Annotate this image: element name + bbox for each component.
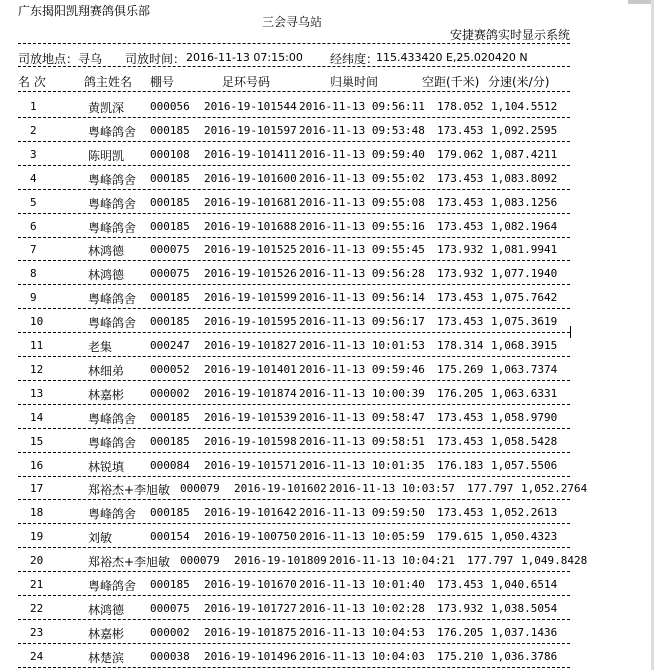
cell-speed: 1,052.2613	[491, 506, 558, 520]
cell-owner: 粤峰鸽舍	[88, 435, 137, 450]
cell-owner: 老集	[88, 340, 113, 354]
cell-distance: 179.062	[437, 147, 484, 161]
cell-ring: 2016-19-101670	[204, 578, 297, 591]
table-row	[0, 214, 654, 238]
cell-owner: 粤峰鸽舍	[88, 579, 137, 593]
cell-speed: 1,057.5506	[491, 458, 558, 472]
divider	[18, 66, 570, 67]
cell-rank: 8	[30, 267, 37, 281]
cell-rank: 11	[30, 339, 44, 352]
cell-owner: 粤峰鸽舍	[88, 316, 137, 331]
cell-loft: 000185	[150, 315, 190, 329]
cell-loft: 000108	[150, 147, 190, 161]
cell-distance: 173.932	[437, 243, 484, 257]
cell-rank: 13	[30, 386, 44, 400]
cell-owner: 粤峰鸽舍	[88, 220, 137, 235]
cell-arrival: 2016-11-13 10:01:53	[299, 339, 425, 352]
cell-owner: 林鸿德	[88, 602, 125, 617]
system-name: 安捷赛鸽实时显示系统	[450, 28, 571, 42]
cell-distance: 173.453	[437, 315, 484, 329]
cell-loft: 000154	[150, 530, 190, 544]
cell-loft: 000084	[150, 458, 190, 472]
cell-ring: 2016-19-101688	[204, 219, 297, 233]
cell-arrival: 2016-11-13 09:55:02	[299, 171, 425, 185]
cell-ring: 2016-19-101599	[204, 291, 297, 305]
col-header-ring: 足环号码	[222, 75, 271, 89]
cell-speed: 1,075.3619	[491, 315, 558, 329]
cell-ring: 2016-19-101496	[204, 649, 297, 663]
cell-ring: 2016-19-101602	[234, 482, 327, 496]
cell-loft: 000247	[150, 339, 190, 352]
cell-speed: 1,058.5428	[491, 434, 558, 448]
table-row	[0, 429, 654, 453]
table-row	[0, 620, 654, 644]
cell-ring: 2016-19-101809	[234, 554, 327, 568]
cell-ring: 2016-19-101411	[204, 147, 297, 161]
cell-arrival: 2016-11-13 09:58:51	[299, 434, 425, 448]
cell-distance: 173.453	[437, 291, 484, 305]
cell-rank: 23	[30, 625, 44, 639]
table-row	[0, 142, 654, 166]
table-row	[0, 596, 654, 620]
table-row	[0, 476, 654, 500]
cell-arrival: 2016-11-13 10:04:53	[299, 625, 425, 639]
cell-rank: 7	[30, 243, 37, 257]
cell-distance: 176.183	[437, 458, 484, 472]
cell-ring: 2016-19-101595	[204, 315, 297, 329]
cell-speed: 1,049.8428	[521, 554, 588, 568]
cell-distance: 173.453	[437, 123, 484, 137]
cell-distance: 178.314	[437, 339, 484, 352]
col-header-owner: 鸽主姓名	[84, 75, 133, 89]
cell-loft: 000056	[150, 100, 190, 113]
cell-ring: 2016-19-101827	[204, 339, 297, 352]
cell-rank: 21	[30, 578, 44, 591]
cell-rank: 10	[30, 315, 44, 329]
cell-rank: 14	[30, 410, 44, 424]
cell-speed: 1,087.4211	[491, 147, 558, 161]
cell-arrival: 2016-11-13 09:59:46	[299, 362, 425, 376]
cell-rank: 15	[30, 434, 44, 448]
cell-arrival: 2016-11-13 09:55:16	[299, 219, 425, 233]
release-time: 2016-11-13 07:15:00	[186, 51, 303, 64]
cell-ring: 2016-19-101874	[204, 386, 297, 400]
cell-speed: 1,063.7374	[491, 362, 558, 376]
cell-rank: 24	[30, 649, 44, 663]
cell-owner: 郑裕杰+李旭敏	[88, 555, 171, 570]
club-name: 广东揭阳凯翔赛鸽俱乐部	[18, 4, 151, 18]
cell-owner: 刘敏	[88, 531, 113, 546]
cell-rank: 3	[30, 147, 37, 161]
cell-owner: 林细弟	[88, 363, 125, 378]
cell-rank: 17	[30, 482, 44, 496]
cell-arrival: 2016-11-13 10:05:59	[299, 530, 425, 544]
cell-loft: 000185	[150, 578, 190, 591]
coords-label: 经纬度：	[330, 52, 379, 66]
cell-owner: 林鸿德	[88, 268, 125, 283]
cell-rank: 18	[30, 506, 44, 520]
row-divider	[18, 667, 570, 668]
table-row	[0, 524, 654, 548]
cell-speed: 1,037.1436	[491, 625, 558, 639]
table-row	[0, 548, 654, 572]
cell-arrival: 2016-11-13 10:03:57	[329, 482, 455, 496]
cell-owner: 粤峰鸽舍	[88, 292, 137, 307]
cell-owner: 林鸿德	[88, 244, 125, 259]
cell-rank: 6	[30, 219, 37, 233]
cell-arrival: 2016-11-13 09:59:50	[299, 506, 425, 520]
table-row	[0, 405, 654, 429]
table-row	[0, 453, 654, 477]
cell-speed: 1,104.5512	[491, 100, 558, 113]
cell-loft: 000185	[150, 219, 190, 233]
table-row	[0, 572, 654, 596]
cell-distance: 179.615	[437, 530, 484, 544]
col-header-rank: 名 次	[18, 75, 46, 89]
divider	[18, 91, 570, 92]
cell-speed: 1,063.6331	[491, 386, 558, 400]
release-place-label: 司放地点：	[18, 52, 79, 66]
cell-arrival: 2016-11-13 09:58:47	[299, 410, 425, 424]
table-row	[0, 644, 654, 668]
cell-distance: 173.453	[437, 171, 484, 185]
cell-speed: 1,040.6514	[491, 578, 558, 591]
cell-loft: 000185	[150, 506, 190, 520]
cell-ring: 2016-19-101597	[204, 123, 297, 137]
cell-rank: 12	[30, 362, 44, 376]
cell-arrival: 2016-11-13 09:55:08	[299, 195, 425, 209]
cell-owner: 粤峰鸽舍	[88, 507, 137, 522]
cell-loft: 000075	[150, 267, 190, 281]
cell-owner: 粤峰鸽舍	[88, 196, 137, 211]
cell-arrival: 2016-11-13 09:55:45	[299, 243, 425, 257]
cell-distance: 175.210	[437, 649, 484, 663]
cell-speed: 1,052.2764	[521, 482, 588, 496]
cell-loft: 000052	[150, 362, 190, 376]
cell-rank: 22	[30, 601, 44, 615]
cell-loft: 000079	[180, 554, 220, 568]
cell-loft: 000185	[150, 123, 190, 137]
table-row	[0, 261, 654, 285]
cell-arrival: 2016-11-13 09:56:28	[299, 267, 425, 281]
col-header-loft: 棚号	[150, 75, 175, 89]
table-row	[0, 166, 654, 190]
cell-loft: 000038	[150, 649, 190, 663]
col-header-speed: 分速(米/分)	[488, 75, 550, 89]
table-row	[0, 237, 654, 261]
cell-rank: 1	[30, 100, 37, 113]
cell-arrival: 2016-11-13 10:02:28	[299, 601, 425, 615]
cell-rank: 4	[30, 171, 37, 185]
cell-distance: 173.453	[437, 578, 484, 591]
cell-speed: 1,068.3915	[491, 339, 558, 352]
cell-rank: 20	[30, 554, 44, 568]
cell-loft: 000185	[150, 410, 190, 424]
cell-ring: 2016-19-101598	[204, 434, 297, 448]
cell-speed: 1,082.1964	[491, 219, 558, 233]
cell-ring: 2016-19-101544	[204, 100, 297, 113]
cell-distance: 173.453	[437, 410, 484, 424]
cell-ring: 2016-19-101526	[204, 267, 297, 281]
cell-speed: 1,077.1940	[491, 267, 558, 281]
cell-owner: 粤峰鸽舍	[88, 124, 137, 139]
cell-loft: 000002	[150, 625, 190, 639]
table-row	[0, 94, 654, 118]
col-header-distance: 空距(千米)	[422, 75, 480, 89]
cell-ring: 2016-19-101401	[204, 362, 297, 376]
cell-distance: 173.453	[437, 219, 484, 233]
cell-arrival: 2016-11-13 10:04:21	[329, 554, 455, 568]
cell-ring: 2016-19-101571	[204, 458, 297, 472]
cell-distance: 173.453	[437, 195, 484, 209]
table-row	[0, 357, 654, 381]
cell-distance: 176.205	[437, 625, 484, 639]
text-cursor	[570, 326, 571, 338]
cell-ring: 2016-19-101681	[204, 195, 297, 209]
cell-owner: 林嘉彬	[88, 626, 125, 641]
cell-loft: 000075	[150, 243, 190, 257]
cell-owner: 林嘉彬	[88, 387, 125, 402]
cell-rank: 5	[30, 195, 37, 209]
cell-arrival: 2016-11-13 09:56:11	[299, 100, 425, 113]
cell-owner: 林楚滨	[88, 650, 125, 665]
cell-distance: 173.932	[437, 601, 484, 615]
release-place: 寻乌	[78, 52, 103, 66]
station-title: 三会寻乌站	[262, 15, 323, 29]
table-row	[0, 500, 654, 524]
cell-speed: 1,092.2595	[491, 123, 558, 137]
cell-arrival: 2016-11-13 09:56:17	[299, 315, 425, 329]
cell-speed: 1,058.9790	[491, 410, 558, 424]
cell-owner: 林锐填	[88, 459, 125, 474]
cell-owner: 黄凯深	[88, 101, 125, 115]
col-header-arrival: 归巢时间	[330, 75, 379, 89]
cell-distance: 173.453	[437, 434, 484, 448]
cell-ring: 2016-19-101525	[204, 243, 297, 257]
cell-ring: 2016-19-100750	[204, 530, 297, 544]
table-row	[0, 333, 654, 357]
cell-rank: 16	[30, 458, 44, 472]
cell-arrival: 2016-11-13 10:00:39	[299, 386, 425, 400]
cell-loft: 000185	[150, 434, 190, 448]
cell-loft: 000002	[150, 386, 190, 400]
table-row	[0, 381, 654, 405]
cell-loft: 000185	[150, 171, 190, 185]
cell-speed: 1,036.3786	[491, 649, 558, 663]
cell-arrival: 2016-11-13 10:01:35	[299, 458, 425, 472]
cell-distance: 175.269	[437, 362, 484, 376]
cell-owner: 粤峰鸽舍	[88, 411, 137, 426]
cell-loft: 000185	[150, 195, 190, 209]
cell-rank: 9	[30, 291, 37, 305]
cell-arrival: 2016-11-13 09:53:48	[299, 123, 425, 137]
cell-ring: 2016-19-101600	[204, 171, 297, 185]
table-row	[0, 285, 654, 309]
cell-distance: 178.052	[437, 100, 484, 113]
cell-ring: 2016-19-101727	[204, 601, 297, 615]
cell-owner: 郑裕杰+李旭敏	[88, 483, 171, 498]
table-row	[0, 118, 654, 142]
divider	[18, 43, 570, 44]
cell-speed: 1,083.1256	[491, 195, 558, 209]
cell-arrival: 2016-11-13 10:01:40	[299, 578, 425, 591]
cell-distance: 177.797	[467, 482, 514, 496]
cell-ring: 2016-19-101642	[204, 506, 297, 520]
cell-speed: 1,083.8092	[491, 171, 558, 185]
table-row	[0, 190, 654, 214]
cell-ring: 2016-19-101539	[204, 410, 297, 424]
cell-speed: 1,075.7642	[491, 291, 558, 305]
cell-ring: 2016-19-101875	[204, 625, 297, 639]
cell-distance: 173.932	[437, 267, 484, 281]
cell-rank: 2	[30, 123, 37, 137]
cell-arrival: 2016-11-13 09:59:40	[299, 147, 425, 161]
cell-owner: 粤峰鸽舍	[88, 172, 137, 187]
release-time-label: 司放时间：	[125, 52, 186, 66]
cell-arrival: 2016-11-13 10:04:03	[299, 649, 425, 663]
coords: 115.433420 E,25.020420 N	[376, 51, 528, 64]
cell-distance: 173.453	[437, 506, 484, 520]
cell-owner: 陈明凯	[88, 148, 125, 163]
cell-arrival: 2016-11-13 09:56:14	[299, 291, 425, 305]
cell-loft: 000075	[150, 601, 190, 615]
table-row	[0, 309, 654, 333]
cell-speed: 1,050.4323	[491, 530, 558, 544]
cell-loft: 000185	[150, 291, 190, 305]
cell-rank: 19	[30, 530, 44, 544]
cell-speed: 1,081.9941	[491, 243, 558, 257]
cell-speed: 1,038.5054	[491, 601, 558, 615]
cell-loft: 000079	[180, 482, 220, 496]
cell-distance: 177.797	[467, 554, 514, 568]
cell-distance: 176.205	[437, 386, 484, 400]
